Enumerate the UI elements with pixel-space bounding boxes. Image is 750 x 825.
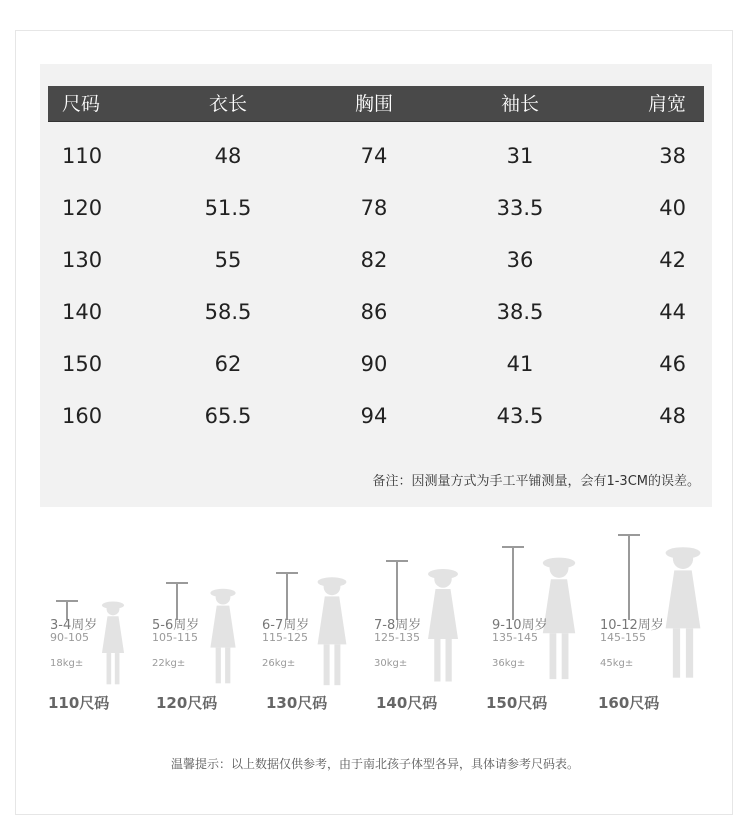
size-table-panel <box>40 64 712 507</box>
header-chest: 胸围 <box>354 93 393 115</box>
weight-label: 30kg± <box>374 658 408 669</box>
weight-label: 26kg± <box>262 658 296 669</box>
cell-size: 160 <box>62 404 103 428</box>
header-length: 衣长 <box>208 93 247 115</box>
child-silhouette-icon <box>202 582 244 688</box>
age-label: 10-12周岁 <box>600 618 664 633</box>
measurement-note: 备注：因测量方式为手工平铺测量，会有1-3CM的误差。 <box>372 474 700 489</box>
weight-label: 45kg± <box>600 658 634 669</box>
size-label: 120尺码 <box>156 694 218 712</box>
header-shoulder: 肩宽 <box>647 93 686 115</box>
guide-item <box>360 530 470 725</box>
cell-sleeve: 41 <box>506 352 534 376</box>
cell-shoulder: 42 <box>659 248 686 272</box>
cell-size: 110 <box>62 144 103 168</box>
header-sleeve: 袖长 <box>500 93 539 115</box>
height-marker-stem <box>628 534 630 620</box>
cell-length: 48 <box>214 144 242 168</box>
cell-sleeve: 36 <box>506 248 534 272</box>
cell-chest: 86 <box>360 300 388 324</box>
guide-item <box>140 530 250 725</box>
table-row <box>48 136 704 176</box>
size-label: 140尺码 <box>376 694 438 712</box>
child-silhouette-icon <box>418 558 468 690</box>
cell-chest: 82 <box>360 248 388 272</box>
weight-label: 22kg± <box>152 658 186 669</box>
cell-chest: 94 <box>360 404 388 428</box>
age-label: 5-6周岁 <box>152 618 200 633</box>
size-label: 150尺码 <box>486 694 548 712</box>
table-row <box>48 240 704 280</box>
age-label: 6-7周岁 <box>262 618 310 633</box>
table-row <box>48 396 704 436</box>
guide-item <box>590 530 720 725</box>
guide-item <box>470 530 590 725</box>
table-row <box>48 188 704 228</box>
cell-length: 51.5 <box>204 196 252 220</box>
weight-label: 18kg± <box>50 658 84 669</box>
cell-size: 140 <box>62 300 103 324</box>
size-guide <box>30 530 720 725</box>
child-silhouette-icon <box>308 570 356 690</box>
reference-tip: 温馨提示：以上数据仅供参考，由于南北孩子体型各异，具体请参考尺码表。 <box>170 757 579 771</box>
cell-sleeve: 33.5 <box>496 196 544 220</box>
table-row <box>48 344 704 384</box>
child-silhouette-icon <box>94 596 132 688</box>
height-range: 105-115 <box>152 631 198 644</box>
cell-shoulder: 46 <box>659 352 686 376</box>
guide-item <box>30 530 140 725</box>
cell-shoulder: 48 <box>659 404 686 428</box>
cell-sleeve: 38.5 <box>496 300 544 324</box>
size-label: 110尺码 <box>48 694 110 712</box>
cell-size: 130 <box>62 248 103 272</box>
cell-sleeve: 31 <box>506 144 534 168</box>
size-label: 160尺码 <box>598 694 660 712</box>
size-table-header <box>48 86 704 122</box>
cell-shoulder: 44 <box>659 300 686 324</box>
cell-length: 65.5 <box>204 404 252 428</box>
cell-length: 58.5 <box>204 300 252 324</box>
height-marker-stem <box>512 546 514 620</box>
cell-size: 120 <box>62 196 103 220</box>
cell-sleeve: 43.5 <box>496 404 544 428</box>
cell-shoulder: 38 <box>659 144 686 168</box>
height-marker-stem <box>396 560 398 620</box>
height-range: 90-105 <box>50 631 89 644</box>
child-silhouette-icon <box>654 532 712 690</box>
size-label: 130尺码 <box>266 694 328 712</box>
height-range: 135-145 <box>492 631 538 644</box>
cell-chest: 90 <box>360 352 388 376</box>
age-label: 3-4周岁 <box>50 618 98 633</box>
height-range: 115-125 <box>262 631 308 644</box>
cell-chest: 78 <box>360 196 388 220</box>
table-row <box>48 292 704 332</box>
age-label: 9-10周岁 <box>492 618 548 633</box>
height-range: 145-155 <box>600 631 646 644</box>
age-label: 7-8周岁 <box>374 618 422 633</box>
height-range: 125-135 <box>374 631 420 644</box>
height-marker-stem <box>286 572 288 620</box>
cell-length: 55 <box>214 248 242 272</box>
guide-item <box>250 530 360 725</box>
cell-shoulder: 40 <box>659 196 686 220</box>
header-size: 尺码 <box>62 93 101 115</box>
cell-size: 150 <box>62 352 103 376</box>
weight-label: 36kg± <box>492 658 526 669</box>
cell-length: 62 <box>214 352 242 376</box>
cell-chest: 74 <box>360 144 388 168</box>
